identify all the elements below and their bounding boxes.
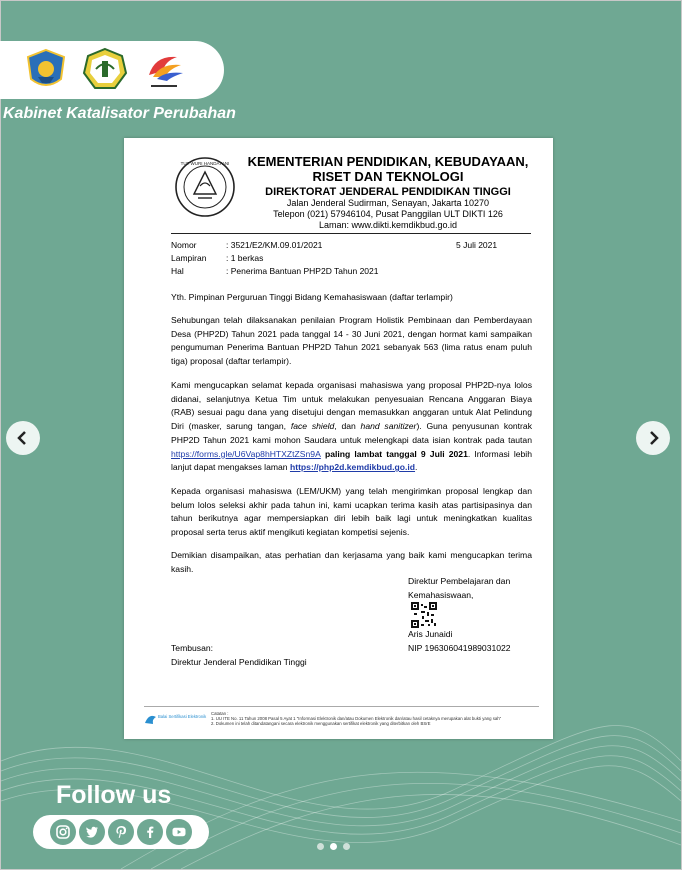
website: Laman: www.dikti.kemdikbud.go.id: [318, 220, 458, 230]
instagram-link[interactable]: [50, 819, 76, 845]
chevron-left-icon: [15, 430, 31, 446]
twitter-icon: [83, 823, 101, 841]
twitter-link[interactable]: [79, 819, 105, 845]
next-slide-button[interactable]: [636, 421, 670, 455]
phone: Telepon (021) 57946104, Pusat Panggilan ULT DIKTI 126: [273, 209, 503, 219]
letterhead-divider: [171, 233, 531, 234]
youtube-link[interactable]: [166, 819, 192, 845]
pinterest-icon: [112, 823, 130, 841]
carousel-dot[interactable]: [343, 843, 350, 850]
paragraph-3: Kepada organisasi mahasiswa (LEM/UKM) yang telah mengirimkan proposal lengkap dan belum lolos seleksi akhir pada tahun ini, kami ucapkan terima kasih atas partisipasinya dan tahun berikutnya agar mempersiapkan diri lebih baik lagi untuk meningkatkan kualitas proposal serta terus aktif mengikuti kegiatan kompetisi sejenis.: [171, 486, 532, 538]
carousel-dot[interactable]: [317, 843, 324, 850]
signer-name: Aris Junaidi: [408, 629, 453, 639]
paragraph-2: Kami mengucapkan selamat kepada organisasi mahasiswa yang proposal PHP2D-nya lolos didanai, selanjutnya Ketua Tim untuk melakukan penyesuaian Rencana Anggaran Biaya (RAB) sesuai pagu dana yang disetujui dengan memasukkan anggaran untuk Alat Pelindung Diri (masker, sarung tangan, face shield, dan hand sanitizer). Guna penyusunan kontrak PHP2D Tahun 2021 kami mohon Saudara untuk melengkapi data isian kontrak pada tautan https://forms.gle/U6Vap8hHTXZtZSn9A paling lambat tanggal 9 Juli 2021. Informasi lebih lanjut dapat mengakses laman https://php2d.kemdikbud.go.id.: [171, 380, 532, 473]
social-links: [33, 815, 209, 849]
youtube-icon: [170, 823, 188, 841]
meta-row: Lampiran : 1 berkas: [171, 253, 264, 263]
carousel-dot-active[interactable]: [330, 843, 337, 850]
signer-nip: NIP 196306041989031022: [408, 643, 511, 653]
facebook-link[interactable]: [137, 819, 163, 845]
directorate: DIREKTORAT JENDERAL PENDIDIKAN TINGGI: [265, 186, 511, 198]
svg-text:TUT WURI HANDAYANI: TUT WURI HANDAYANI: [180, 161, 230, 166]
cc-label: Tembusan:: [171, 643, 214, 653]
recipient: Yth. Pimpinan Perguruan Tinggi Bidang Kemahasiswaan (daftar terlampir): [171, 292, 453, 302]
ministry-line2: RISET DAN TEKNOLOGI: [312, 169, 464, 184]
facebook-icon: [141, 823, 159, 841]
carousel-indicator: [317, 843, 350, 850]
jawa-barat-logo: [23, 47, 69, 93]
cc-value: Direktur Jenderal Pendidikan Tinggi: [171, 657, 307, 667]
php2d-site-link[interactable]: https://php2d.kemdikbud.go.id: [289, 462, 416, 473]
footer-note: Catatan : 1. UU ITE No. 11 Tahun 2008 Pasal 5 Ayat 1 "Informasi Elektronik dan/atau Dokumen Elektronik dan/atau hasil cetaknya merupakan alat bukti yang sah" 2. Dokumen ini telah ditandatangani secara elektronik menggunakan sertifikat elektronik yang diterbitkan oleh BSrE: [211, 711, 502, 727]
signer-title-2: Kemahasiswaan,: [408, 590, 474, 600]
previous-slide-button[interactable]: [6, 421, 40, 455]
footer-divider: [144, 706, 539, 707]
paragraph-4: Demikian disampaikan, atas perhatian dan kerjasama yang baik kami mengucapkan terima kasih.: [171, 550, 532, 574]
svg-text:Balai Sertifikasi Elektronik: Balai Sertifikasi Elektronik: [158, 714, 207, 719]
ministry-line1: KEMENTERIAN PENDIDIKAN, KEBUDAYAAN,: [247, 154, 529, 169]
signature-qr-code: [411, 602, 437, 628]
bsre-logo: [144, 711, 207, 727]
signer-title-1: Direktur Pembelajaran dan: [408, 576, 511, 586]
cabinet-name: Kabinet Katalisator Perubahan: [3, 105, 236, 122]
tut-wuri-handayani-seal: [174, 156, 236, 218]
campus-shield-logo: [82, 47, 128, 93]
pinterest-link[interactable]: [108, 819, 134, 845]
letter-date: 5 Juli 2021: [456, 240, 498, 250]
letterhead: [243, 154, 533, 231]
follow-us-heading: Follow us: [56, 781, 172, 809]
meta-row: Nomor : 3521/E2/KM.09.01/2021: [171, 240, 323, 250]
address: Jalan Jenderal Sudirman, Senayan, Jakarta 10270: [286, 198, 490, 208]
paragraph-1: Sehubungan telah dilaksanakan penilaian Program Holistik Pembinaan dan Pemberdayaan Desa (PHP2D) Tahun 2021 pada tanggal 14 - 30 Juni 2021, dengan hormat kami sampaikan pengumuman Penerima Bantuan PHP2D Tahun 2021 sebanyak 563 (lima ratus enam puluh tiga) proposal (daftar terlampir).: [171, 315, 532, 367]
bird-emblem-logo: [141, 47, 187, 93]
logo-banner: [0, 41, 224, 99]
meta-row: Hal : Penerima Bantuan PHP2D Tahun 2021: [171, 266, 379, 276]
forms-link[interactable]: https://forms.gle/U6Vap8hHTXZtZSn9A: [171, 448, 321, 459]
chevron-right-icon: [645, 430, 661, 446]
instagram-icon: [54, 823, 72, 841]
